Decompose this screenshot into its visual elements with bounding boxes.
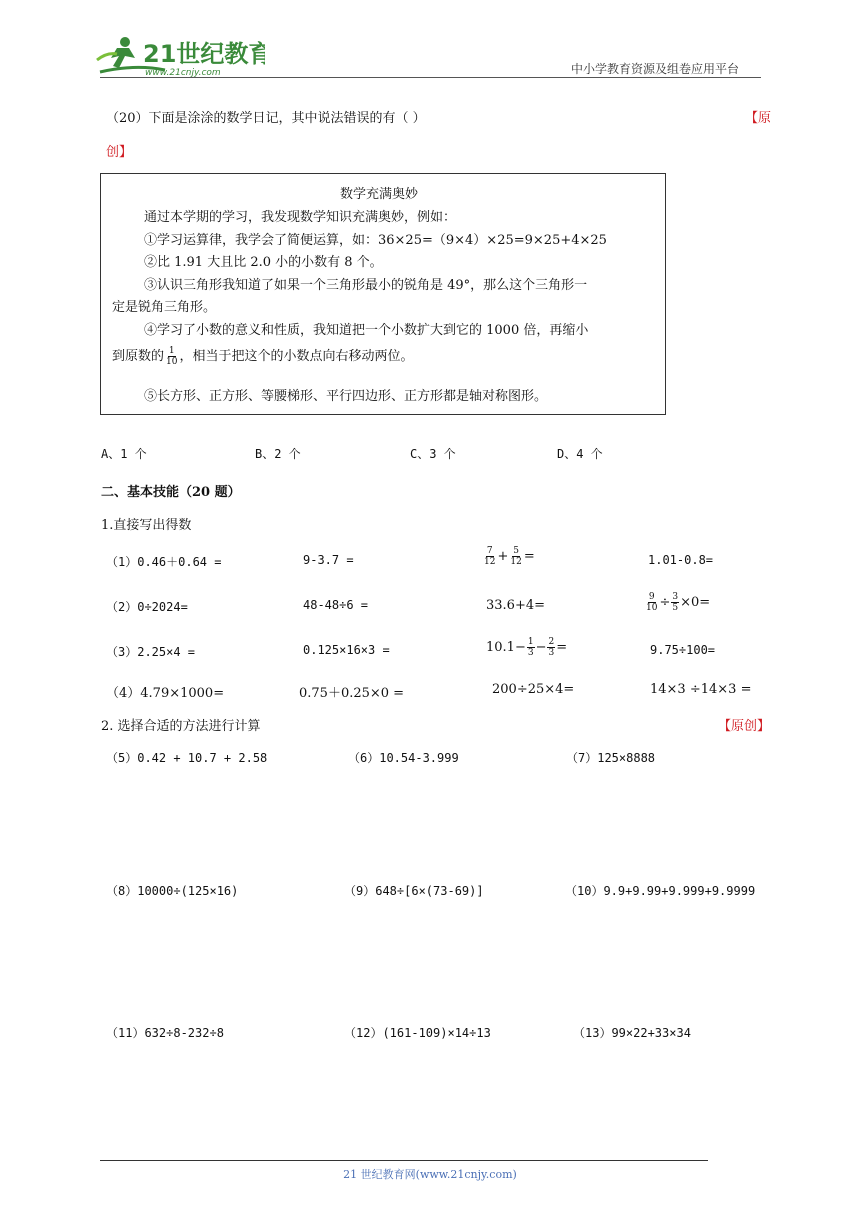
fraction: $\frac{7}{12}$ [484,546,496,567]
option-d: D、4 个 [557,447,603,461]
section-2-title: 二、基本技能（20 题） [101,485,241,500]
footer-divider [100,1160,708,1161]
calc-9: （9）648÷[6×(73-69)] [344,884,484,898]
calc-3-2: 0.125×16×3 = [303,643,390,657]
calc-2-2: 48-48÷6 = [303,598,369,612]
option-c: C、3 个 [410,447,456,461]
calc-3-4: 9.75÷100= [650,643,716,657]
calc-2-4: $\frac{9}{10}$ ÷ $\frac{3}{5}$ ×0= [646,592,711,613]
calc-6: （6）10.54-3.999 [348,751,459,765]
diary-item-3a: ③认识三角形我知道了如果一个三角形最小的锐角是 49°，那么这个三角形一 [144,278,588,293]
calc-13: （13）99×22+33×34 [573,1026,691,1040]
calc-3-3: 10.1− $\frac{1}{3}$ − $\frac{2}{3}$ = [486,637,568,658]
option-b: B、2 个 [255,447,301,461]
q20-tag-original-a: 【原 [745,111,772,126]
fraction: $\frac{1}{3}$ [527,637,534,658]
calc-12: （12）(161-109)×14÷13 [344,1026,491,1040]
diary-item-3b: 定是锐角三角形。 [112,300,217,315]
diary-item-4a: ④学习了小数的意义和性质，我知道把一个小数扩大到它的 1000 倍，再缩小 [144,323,589,338]
calc-2-1: （2）0÷2024= [106,600,188,614]
part-1-title: 1.直接写出得数 [101,518,192,533]
part-2-title: 2. 选择合适的方法进行计算 [101,719,261,734]
diary-item-4b [112,345,413,367]
calc-10: （10）9.9+9.99+9.999+9.9999 [565,884,756,898]
footer-text: 21 世纪教育网(www.21cnjy.com) [343,1168,517,1181]
logo [95,34,265,80]
logo-text: 21世纪教育 [143,40,265,68]
fraction: $\frac{9}{10}$ [646,592,658,613]
calc-5: （5）0.42 + 10.7 + 2.58 [106,751,268,765]
calc-2-3: 33.6+4= [486,598,546,613]
diary-item-1: ①学习运算律，我学会了简便运算，如：36×25=（9×4）×25=9×25+4×25 [144,233,607,248]
diary-item-4b-post: ，相当于把这个的小数点向右移动两位。 [179,349,414,364]
q20-tag-original-b: 创】 [106,145,133,160]
diary-item-5: ⑤长方形、正方形、等腰梯形、平行四边形、正方形都是轴对称图形。 [144,389,548,404]
calc-8: （8）10000÷(125×16) [106,884,239,898]
diary-intro: 通过本学期的学习，我发现数学知识充满奥妙，例如： [144,210,457,225]
fraction: $\frac{2}{3}$ [548,637,555,658]
calc-3-1: （3）2.25×4 = [106,645,196,659]
header-platform-text: 中小学教育资源及组卷应用平台 [571,62,740,76]
fraction: $\frac{5}{12}$ [510,546,522,567]
fraction: $\frac{3}{5}$ [672,592,679,613]
logo-url: www.21cnjy.com [145,68,221,78]
option-a: A、1 个 [101,447,147,461]
calc-1-4: 1.01-0.8= [648,553,714,567]
calc-1-1: （1）0.46＋0.64 = [106,555,222,569]
calc-1-2: 9-3.7 = [303,553,354,567]
calc-4-1: （4）4.79×1000= [106,686,225,701]
fraction: $\frac{1}{10}$ [166,346,178,367]
diary-item-4b-pre: 到原数的 [112,349,165,364]
calc-11: （11）632÷8-232÷8 [106,1026,224,1040]
logo-runner-icon [95,34,265,80]
diary-item-2: ②比 1.91 大且比 2.0 小的小数有 8 个。 [144,255,383,270]
diary-title: 数学充满奥妙 [340,187,419,202]
calc-4-3: 200÷25×4= [492,682,575,697]
part-2-tag-original: 【原创】 [718,719,771,734]
calc-4-4: 14×3 ÷14×3 = [650,682,752,697]
q20-stem: （20）下面是涂涂的数学日记，其中说法错误的有（ ） [106,111,426,126]
calc-4-2: 0.75＋0.25×0 = [299,686,405,701]
calc-1-3: $\frac{7}{12}$ + $\frac{5}{12}$ = [484,546,535,567]
header-divider [100,77,761,78]
calc-7: （7）125×8888 [566,751,656,765]
